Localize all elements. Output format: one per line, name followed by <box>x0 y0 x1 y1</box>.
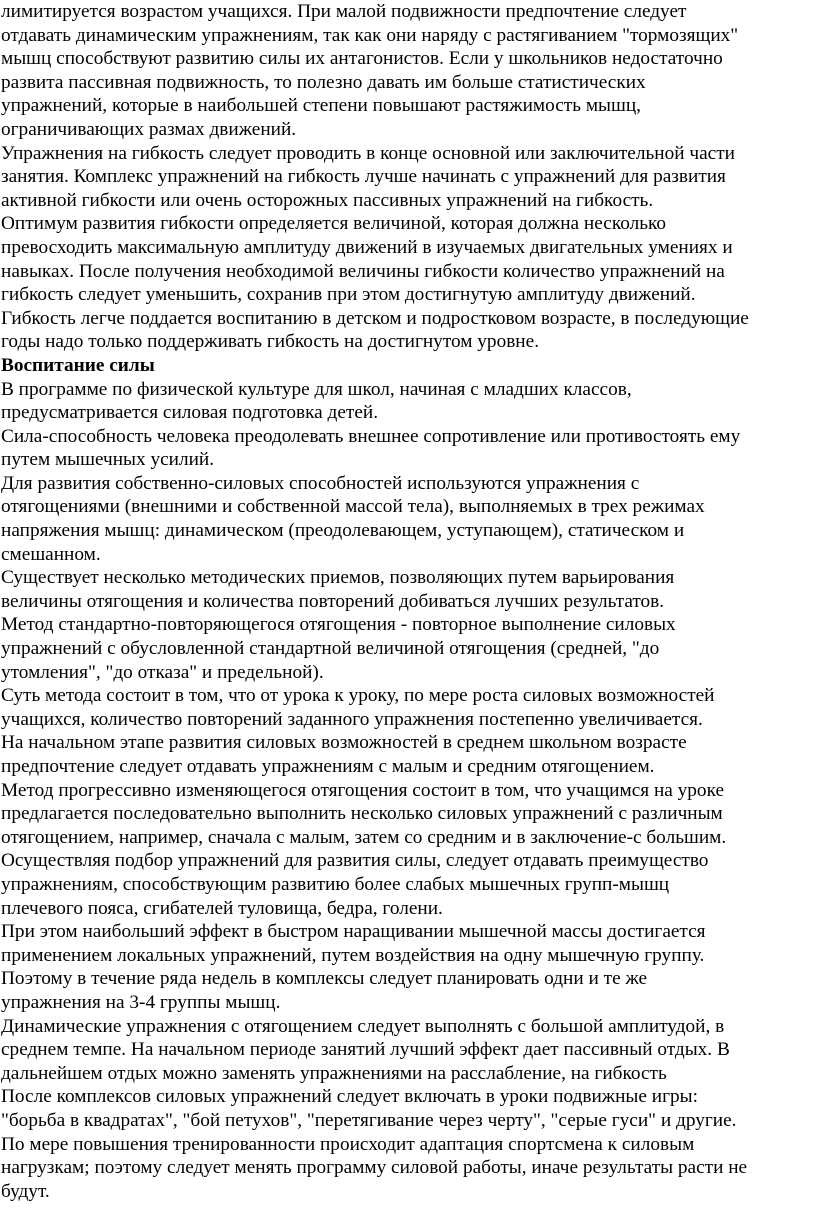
text-line: активной гибкости или очень осторожных пассивных упражнений на гибкость. <box>1 189 654 211</box>
text-line: мышц способствуют развитию силы их антагонистов. Если у школьников недостаточно <box>1 48 723 70</box>
text-line: путем мышечных усилий. <box>1 449 215 471</box>
text-line: занятия. Комплекс упражнений на гибкость лучше начинать с упражнений для развития <box>1 166 726 188</box>
text-line: превосходить максимальную амплитуду движений в изучаемых двигательных умениях и <box>1 236 733 258</box>
text-line: предлагается последовательно выполнить несколько силовых упражнений с различным <box>1 803 723 825</box>
text-line: утомления", "до отказа" и предельной). <box>1 661 324 683</box>
text-line: дальнейшем отдых можно заменять упражнениями на расслабление, на гибкость <box>1 1062 667 1084</box>
text-line: навыках. После получения необходимой величины гибкости количество упражнений на <box>1 260 725 282</box>
text-line: отягощениями (внешними и собственной массой тела), выполняемых в трех режимах <box>1 496 705 518</box>
text-line: применением локальных упражнений, путем воздействия на одну мышечную группу. <box>1 944 705 966</box>
text-line: При этом наибольший эффект в быстром наращивании мышечной массы достигается <box>1 921 706 943</box>
text-line: Метод стандартно-повторяющегося отягощения - повторное выполнение силовых <box>1 614 676 636</box>
text-line: упражнениям, способствующим развитию более слабых мышечных групп-мышц <box>1 873 670 895</box>
text-line: предусматривается силовая подготовка детей. <box>1 402 379 424</box>
text-line: нагрузкам; поэтому следует менять программу силовой работы, иначе результаты расти не <box>1 1157 748 1179</box>
text-line: смешанном. <box>1 543 101 565</box>
text-line: годы надо только поддерживать гибкость на достигнутом уровне. <box>1 331 540 353</box>
text-line: Для развития собственно-силовых способностей используются упражнения с <box>1 472 640 494</box>
text-line: Суть метода состоит в том, что от урока к уроку, по мере роста силовых возможностей <box>1 685 715 707</box>
text-line: Сила-способность человека преодолевать внешнее сопротивление или противостоять ему <box>1 425 741 447</box>
text-line: Упражнения на гибкость следует проводить в конце основной или заключительной части <box>1 142 735 164</box>
text-line: По мере повышения тренированности происходит адаптация спортсмена к силовым <box>1 1133 695 1155</box>
text-line: После комплексов силовых упражнений следует включать в уроки подвижные игры: <box>1 1086 698 1108</box>
text-line: отдавать динамическим упражнениям, так как они наряду с растягиванием "тормозящих" <box>1 24 739 46</box>
text-line: учащихся, количество повторений заданного упражнения постепенно увеличивается. <box>1 708 703 730</box>
text-line: упражнений, которые в наибольшей степени повышают растяжимость мышц, <box>1 95 641 117</box>
text-line: упражнений с обусловленной стандартной величиной отягощения (средней, "до <box>1 638 660 660</box>
text-line: среднем темпе. На начальном периоде занятий лучший эффект дает пассивный отдых. В <box>1 1039 730 1061</box>
text-line: плечевого пояса, сгибателей туловища, бедра, голени. <box>1 897 443 919</box>
text-line: упражнения на 3-4 группы мышц. <box>1 991 281 1013</box>
text-line: отягощением, например, сначала с малым, затем со средним и в заключение-с большим. <box>1 826 727 848</box>
text-line: Осуществляя подбор упражнений для развития силы, следует отдавать преимущество <box>1 850 709 872</box>
text-line: ограничивающих размах движений. <box>1 118 297 140</box>
text-line: лимитируется возрастом учащихся. При малой подвижности предпочтение следует <box>1 1 687 22</box>
text-line: развита пассивная подвижность, то полезно давать им больше статистических <box>1 71 646 93</box>
section-heading: Воспитание силы <box>1 354 155 376</box>
text-line: будут. <box>1 1180 50 1202</box>
text-line: предпочтение следует отдавать упражнениям с малым и средним отягощением. <box>1 756 655 777</box>
text-line: На начальном этапе развития силовых возможностей в среднем школьном возрасте <box>1 732 687 754</box>
text-line: "борьба в квадратах", "бой петухов", "перетягивание через черту", "серые гуси" и другие. <box>1 1109 737 1131</box>
text-line: Гибкость легче поддается воспитанию в детском и подростковом возрасте, в последующие <box>1 307 749 329</box>
text-line: Метод прогрессивно изменяющегося отягощения состоит в том, что учащимся на уроке <box>1 779 725 801</box>
text-line: Поэтому в течение ряда недель в комплексы следует планировать одни и те же <box>1 968 648 990</box>
text-line: Динамические упражнения с отягощением следует выполнять с большой амплитудой, в <box>1 1015 725 1037</box>
text-line: гибкость следует уменьшить, сохранив при этом достигнутую амплитуду движений. <box>1 284 696 306</box>
text-line: величины отягощения и количества повторений добиваться лучших результатов. <box>1 590 665 612</box>
text-line: напряжения мышц: динамическом (преодолевающем, уступающем), статическом и <box>1 520 685 542</box>
text-line: Существует несколько методических приемов, позволяющих путем варьирования <box>1 567 675 589</box>
text-line: Оптимум развития гибкости определяется величиной, которая должна несколько <box>1 213 667 235</box>
text-line: В программе по физической культуре для школ, начиная с младших классов, <box>1 378 632 400</box>
